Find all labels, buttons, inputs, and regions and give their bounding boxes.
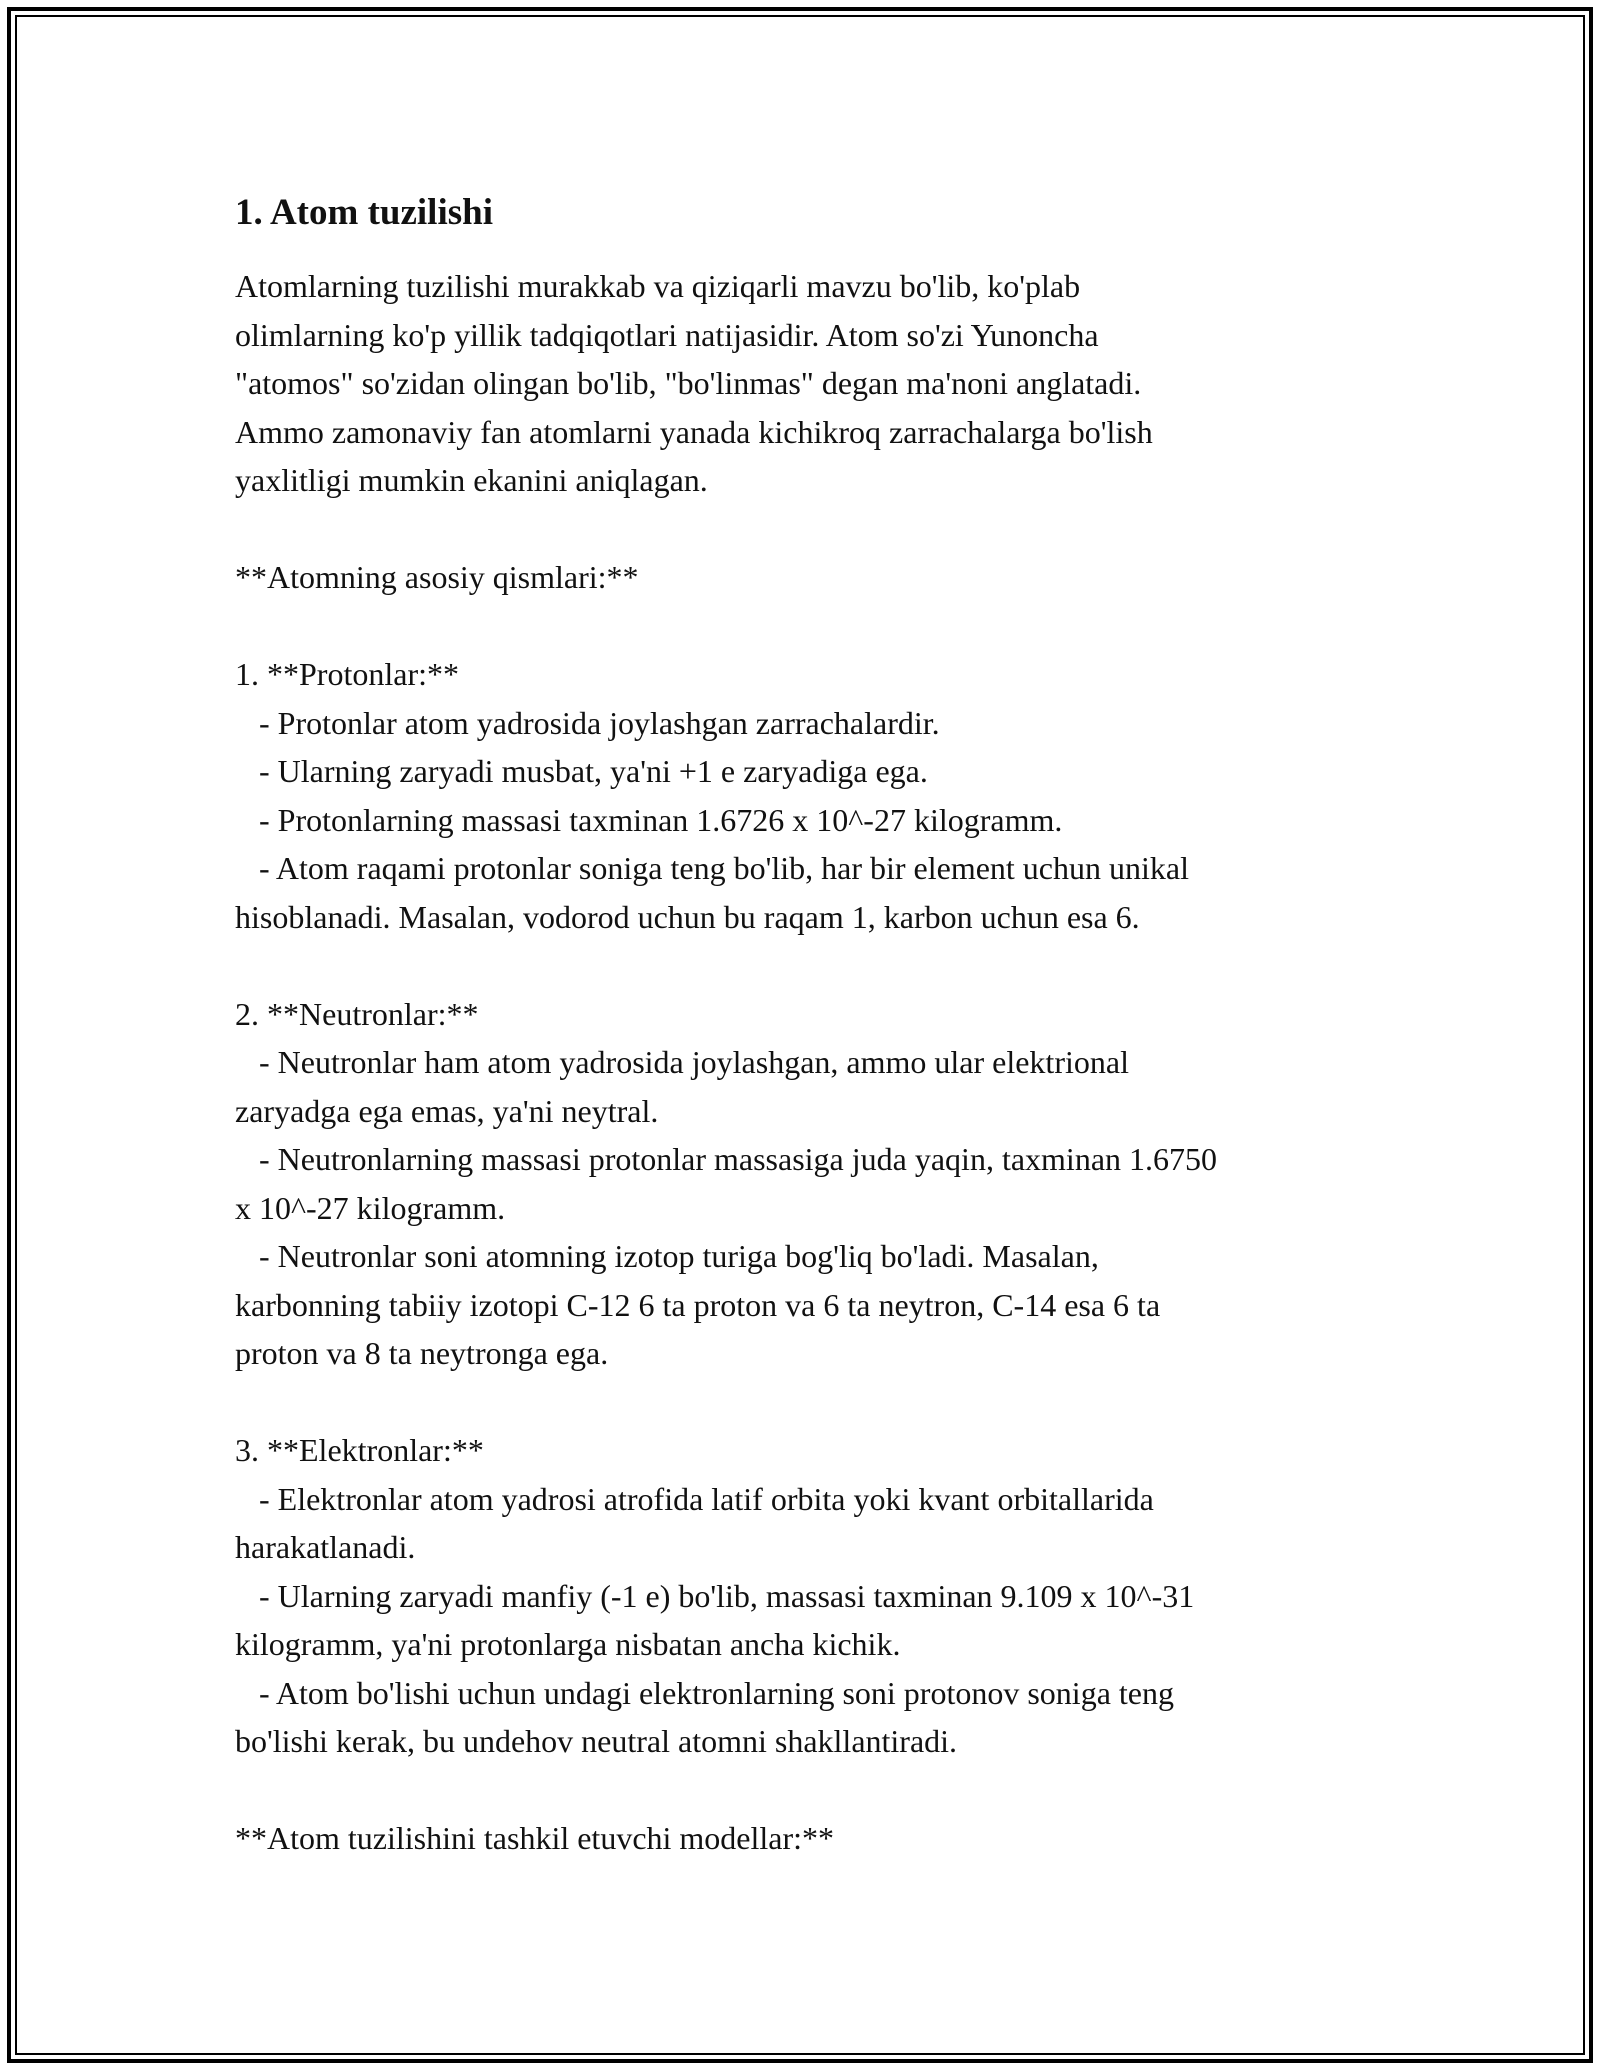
text-line: hisoblanadi. Masalan, vodorod uchun bu raqam 1, karbon uchun esa 6. bbox=[235, 898, 1140, 935]
text-line: "atomos" so'zidan olingan bo'lib, "bo'linmas" degan ma'noni anglatadi. bbox=[235, 365, 1142, 401]
section-heading: 1. Atom tuzilishi bbox=[235, 192, 493, 233]
document-body bbox=[235, 187, 1380, 1863]
blank-line bbox=[235, 1378, 1380, 1427]
text-line: - Protonlarning massasi taxminan 1.6726 x 10^-27 kilogramm. bbox=[235, 801, 1063, 838]
blank-line bbox=[235, 941, 1380, 990]
blank-line bbox=[235, 1766, 1380, 1815]
text-block bbox=[235, 262, 1380, 1863]
text-line: - Neutronlar ham atom yadrosida joylashgan, ammo ular elektrional bbox=[235, 1044, 1129, 1080]
text-line: - Neutronlarning massasi protonlar massasiga juda yaqin, taxminan 1.6750 bbox=[235, 1141, 1218, 1177]
text-line: - Ularning zaryadi musbat, ya'ni +1 e zaryadiga ega. bbox=[235, 753, 928, 789]
text-line: bo'lishi kerak, bu undehov neutral atomni shakllantiradi. bbox=[235, 1723, 958, 1759]
text-line: olimlarning ko'p yillik tadqiqotlari natijasidir. Atom so'zi Yunoncha bbox=[235, 316, 1099, 353]
text-line: - Protonlar atom yadrosida joylashgan zarrachalardir. bbox=[235, 704, 940, 741]
text-line: proton va 8 ta neytronga ega. bbox=[235, 1335, 609, 1371]
blank-line bbox=[235, 602, 1380, 651]
text-line: - Elektronlar atom yadrosi atrofida latif orbita yoki kvant orbitallarida bbox=[235, 1480, 1154, 1517]
text-line: 2. **Neutronlar:** bbox=[235, 995, 479, 1032]
blank-line bbox=[235, 505, 1380, 554]
text-line: karbonning tabiiy izotopi C-12 6 ta proton va 6 ta neytron, C-14 esa 6 ta bbox=[235, 1286, 1161, 1323]
text-line: - Atom raqami protonlar soniga teng bo'lib, har bir element uchun unikal bbox=[235, 850, 1189, 886]
text-line: x 10^-27 kilogramm. bbox=[235, 1189, 506, 1226]
text-line: - Atom bo'lishi uchun undagi elektronlarning soni protonov soniga teng bbox=[235, 1674, 1174, 1711]
text-line: harakatlanadi. bbox=[235, 1529, 416, 1565]
text-line: kilogramm, ya'ni protonlarga nisbatan ancha kichik. bbox=[235, 1626, 901, 1662]
text-line: 1. **Protonlar:** bbox=[235, 656, 459, 692]
text-line: yaxlitligi mumkin ekanini aniqlagan. bbox=[235, 462, 708, 498]
text-line: Ammo zamonaviy fan atomlarni yanada kichikroq zarrachalarga bo'lish bbox=[235, 413, 1153, 450]
text-line: **Atom tuzilishini tashkil etuvchi modellar:** bbox=[235, 1820, 835, 1856]
text-line: - Ularning zaryadi manfiy (-1 e) bo'lib, massasi taxminan 9.109 x 10^-31 bbox=[235, 1577, 1195, 1614]
text-line: **Atomning asosiy qismlari:** bbox=[235, 559, 639, 595]
text-line: zaryadga ega emas, ya'ni neytral. bbox=[235, 1092, 659, 1129]
text-line: - Neutronlar soni atomning izotop turiga bog'liq bo'ladi. Masalan, bbox=[235, 1238, 1099, 1274]
text-line: 3. **Elektronlar:** bbox=[235, 1432, 484, 1468]
text-line: Atomlarning tuzilishi murakkab va qiziqarli mavzu bo'lib, ko'plab bbox=[235, 268, 1081, 304]
